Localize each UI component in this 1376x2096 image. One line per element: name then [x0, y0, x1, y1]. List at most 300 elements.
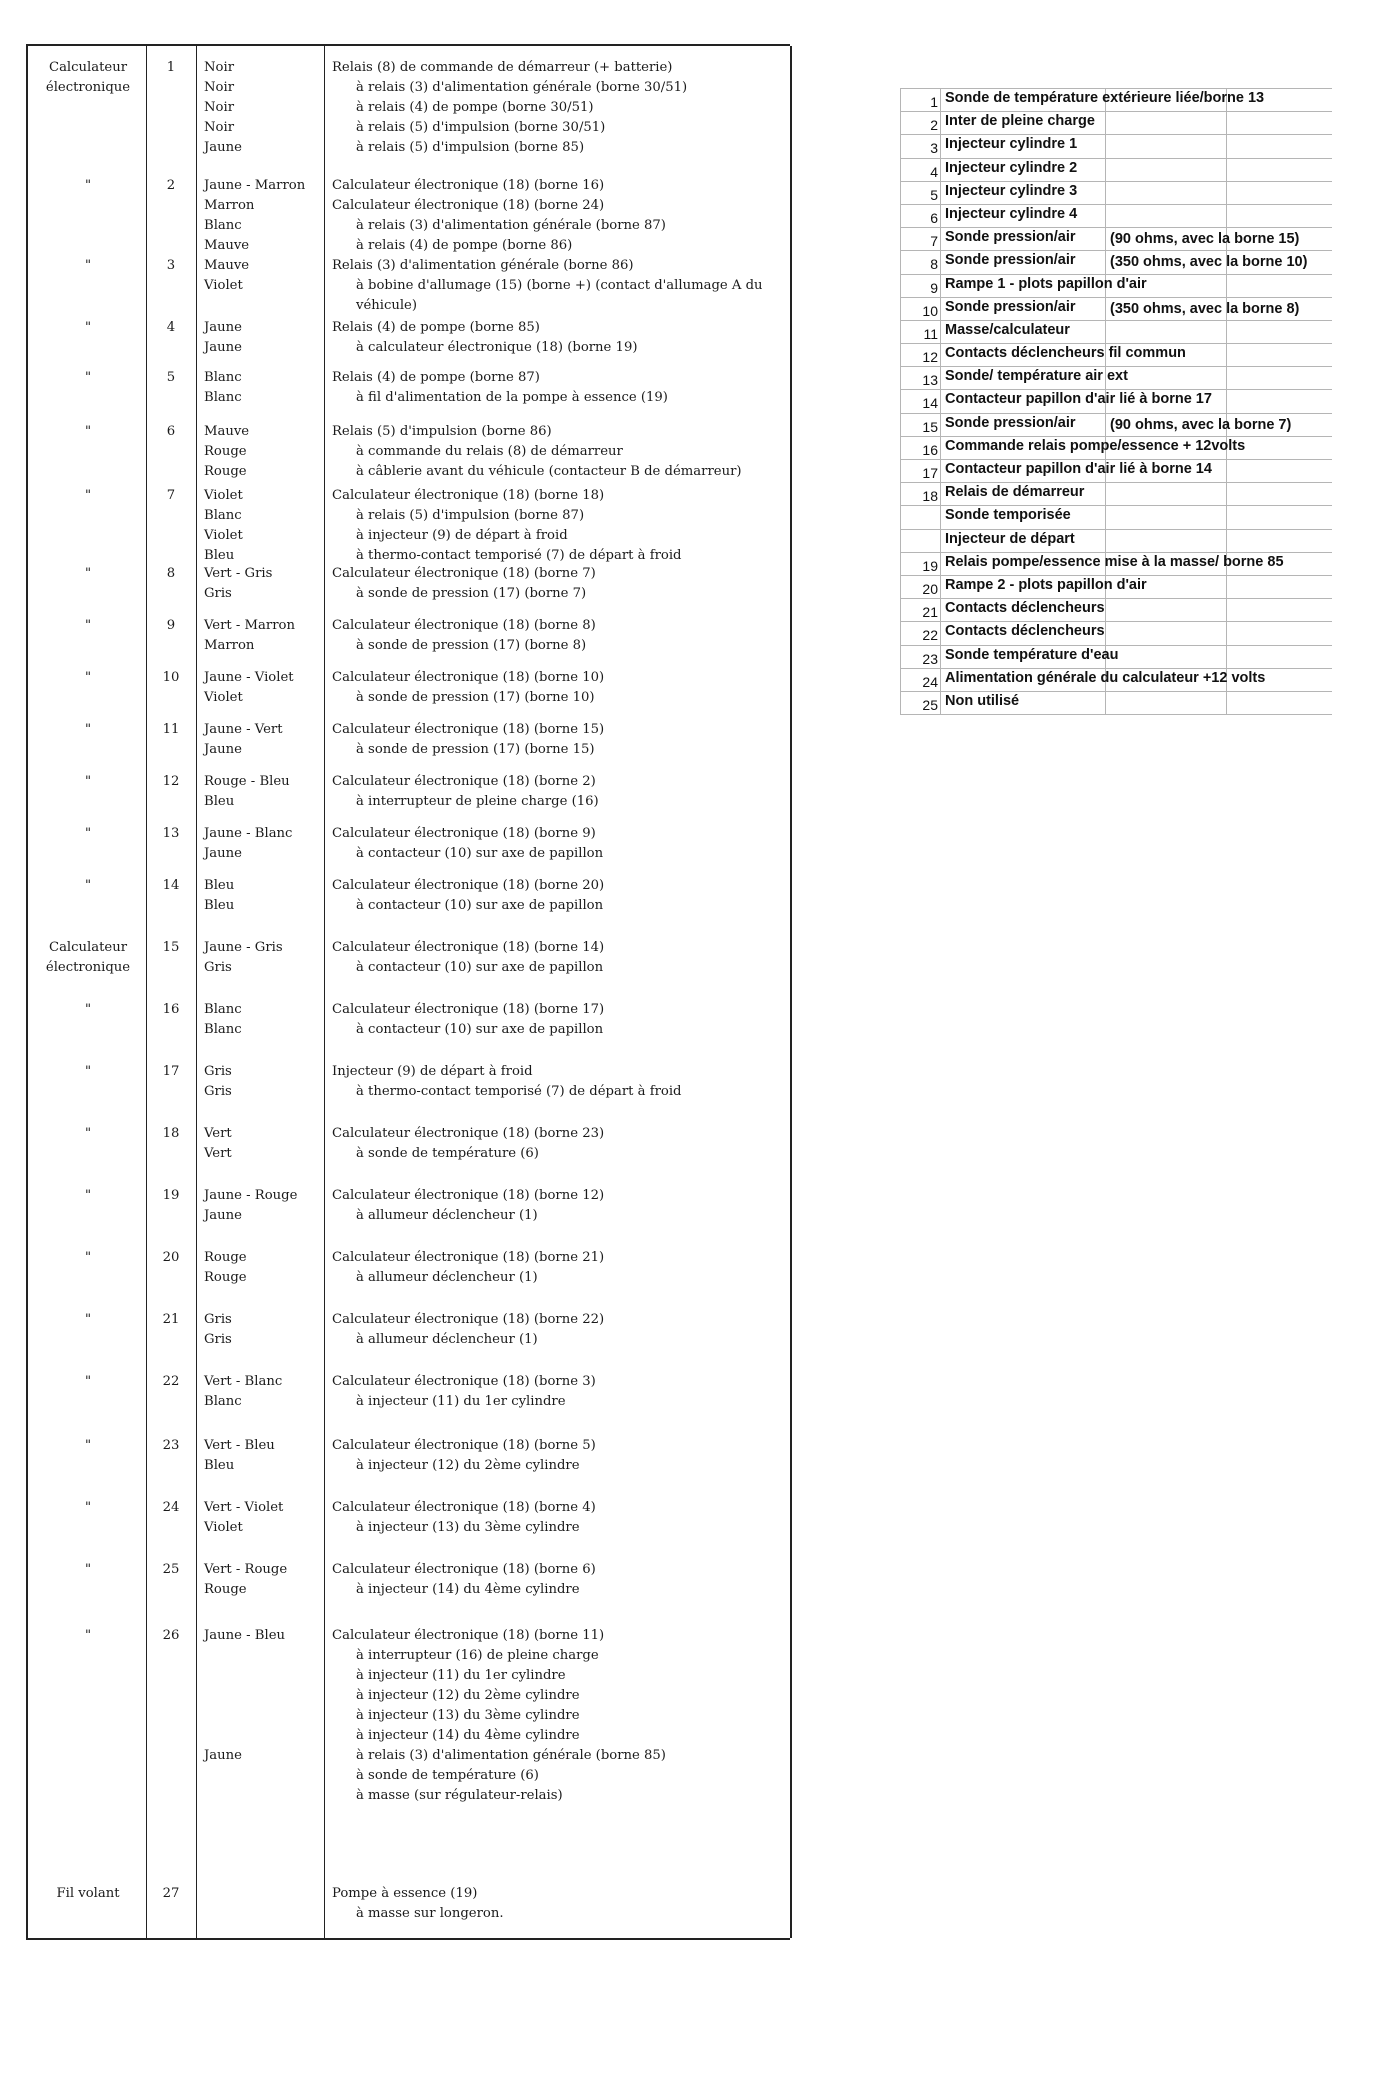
- grid-line: [940, 669, 941, 691]
- component-cell: [34, 176, 142, 196]
- component-cell: [34, 1124, 142, 1144]
- wire-color: Jaune - Marron: [204, 178, 306, 193]
- pin-label: Sonde température d'eau: [945, 646, 1119, 663]
- connection-cell: [332, 58, 788, 158]
- connection-cell: [332, 616, 788, 656]
- pin-note: (90 ohms, avec la borne 7): [1110, 416, 1292, 433]
- wire-color: Blanc: [204, 1022, 242, 1037]
- pin-label: Inter de pleine charge: [945, 113, 1095, 130]
- pin-number: 6: [930, 209, 938, 226]
- wire-number: 9: [166, 618, 176, 633]
- grid-line: [1105, 298, 1106, 320]
- wire-number: 11: [162, 722, 180, 737]
- grid-line: [1105, 622, 1106, 644]
- pin-number: 24: [922, 673, 938, 690]
- grid-line: [1226, 506, 1227, 528]
- connection-line: à contacteur (10) sur axe de papillon: [356, 1022, 604, 1037]
- pin-label: Relais de démarreur: [945, 484, 1085, 501]
- connection-line: à injecteur (14) du 4ème cylindre: [356, 1728, 580, 1743]
- wire-color-cell: [204, 772, 322, 812]
- connection-cell: [332, 368, 788, 408]
- grid-line: [1105, 483, 1106, 505]
- connection-cell: [332, 1884, 788, 1924]
- pin-row-end: [900, 714, 1332, 720]
- connection-line: à interrupteur de pleine charge (16): [356, 794, 599, 809]
- pin-label: Injecteur cylindre 2: [945, 159, 1078, 176]
- connection-line: Calculateur électronique (18) (borne 2): [332, 774, 596, 789]
- pin-number: 13: [922, 372, 938, 389]
- grid-line: [1105, 321, 1106, 343]
- connection-line: à sonde de pression (17) (borne 15): [356, 742, 595, 757]
- wire-color: Gris: [204, 960, 232, 975]
- pin-label: Sonde pression/air: [945, 298, 1076, 315]
- pin-number: 25: [922, 696, 938, 713]
- connection-line: Calculateur électronique (18) (borne 9): [332, 826, 596, 841]
- pin-label: Contacts déclencheurs fil commun: [945, 345, 1186, 362]
- grid-line: [1105, 506, 1106, 528]
- grid-line: [940, 622, 941, 644]
- wire-color-cell: [204, 668, 322, 708]
- wire-color-cell: [204, 176, 322, 256]
- wire-number: 6: [166, 424, 176, 439]
- wire-color: Blanc: [204, 370, 242, 385]
- grid-line: [940, 530, 941, 552]
- pin-number: 20: [922, 580, 938, 597]
- wire-color-cell: [204, 368, 322, 408]
- wire-color: Violet: [204, 528, 243, 543]
- grid-line: [940, 576, 941, 598]
- connection-cell: [332, 1062, 788, 1102]
- component-cell: [34, 772, 142, 792]
- connection-cell: [332, 1436, 788, 1476]
- wire-color-cell: [204, 422, 322, 482]
- connection-line: à calculateur électronique (18) (borne 19): [356, 340, 638, 355]
- component-cell: [34, 1560, 142, 1580]
- grid-line: [940, 275, 941, 297]
- grid-line: [940, 437, 941, 459]
- connection-line: Relais (3) d'alimentation générale (borne 86): [332, 258, 634, 273]
- pin-number: 10: [922, 302, 938, 319]
- connection-line: à interrupteur (16) de pleine charge: [356, 1648, 599, 1663]
- wire-number: 22: [162, 1374, 180, 1389]
- connection-cell: [332, 1310, 788, 1350]
- grid-line: [940, 483, 941, 505]
- wire-color: [204, 1646, 322, 1666]
- component-cell: [34, 1186, 142, 1206]
- component-cell: [34, 1436, 142, 1456]
- grid-line: [1226, 205, 1227, 227]
- connection-line: Calculateur électronique (18) (borne 8): [332, 618, 596, 633]
- pin-number: 1: [930, 94, 938, 110]
- wire-color: Jaune: [204, 140, 242, 155]
- connection-line: à sonde de température (6): [356, 1146, 539, 1161]
- connection-line: à injecteur (12) du 2ème cylindre: [356, 1458, 580, 1473]
- component-cell: [34, 1310, 142, 1330]
- grid-line: [900, 530, 901, 552]
- wire-number: 10: [162, 670, 180, 685]
- grid-line: [1226, 599, 1227, 621]
- pin-number: 2: [930, 117, 938, 134]
- pin-row: [900, 181, 1332, 204]
- pin-label: Sonde pression/air: [945, 229, 1076, 246]
- connection-cell: [332, 1626, 788, 1806]
- connection-line: à contacteur (10) sur axe de papillon: [356, 846, 604, 861]
- pin-row: [900, 297, 1332, 320]
- wire-number: 27: [162, 1886, 180, 1901]
- grid-line: [900, 506, 901, 528]
- connection-line: à injecteur (13) du 3ème cylindre: [356, 1520, 580, 1535]
- wire-color: Rouge: [204, 464, 247, 479]
- connection-line: Calculateur électronique (18) (borne 12): [332, 1188, 605, 1203]
- grid-line: [1226, 321, 1227, 343]
- wire-color: [204, 1686, 322, 1706]
- connection-cell: [332, 318, 788, 358]
- grid-line: [940, 135, 941, 157]
- connection-line: à relais (5) d'impulsion (borne 30/51): [356, 120, 606, 135]
- wire-color: Jaune - Blanc: [204, 826, 293, 841]
- pin-number: 17: [922, 465, 938, 481]
- wire-number: 16: [162, 1002, 180, 1017]
- pin-label: Contacts déclencheurs: [945, 623, 1105, 640]
- grid-line: [1226, 390, 1227, 412]
- wire-color: Gris: [204, 1312, 232, 1327]
- wire-color-cell: [204, 824, 322, 864]
- wire-color: Mauve: [204, 258, 250, 273]
- wire-color: Jaune - Rouge: [204, 1188, 298, 1203]
- wire-number: 4: [166, 320, 176, 335]
- wire-number: 7: [166, 488, 176, 503]
- connection-line: Calculateur électronique (18) (borne 10): [332, 670, 605, 685]
- connection-line: Relais (5) d'impulsion (borne 86): [332, 424, 552, 439]
- wire-color-cell: [204, 486, 322, 566]
- connection-cell: [332, 720, 788, 760]
- connection-line: Injecteur (9) de départ à froid: [332, 1064, 533, 1079]
- component-label: électronique: [45, 960, 131, 975]
- component-cell: [34, 256, 142, 276]
- grid-line: [940, 390, 941, 412]
- pin-note: (90 ohms, avec la borne 15): [1110, 231, 1300, 248]
- wire-color: Vert - Bleu: [204, 1438, 275, 1453]
- grid-line: [1105, 414, 1106, 436]
- wire-color-cell: [204, 256, 322, 296]
- wire-color: Jaune - Vert: [204, 722, 283, 737]
- grid-line: [1226, 275, 1227, 297]
- connection-line: à allumeur déclencheur (1): [356, 1332, 538, 1347]
- component-label: Calculateur: [48, 60, 128, 75]
- connection-line: à allumeur déclencheur (1): [356, 1208, 538, 1223]
- component-label: ": [84, 370, 92, 385]
- wire-color: Gris: [204, 1084, 232, 1099]
- pin-number: 9: [930, 279, 938, 296]
- wire-color-cell: [204, 876, 322, 916]
- connection-line: à sonde de pression (17) (borne 7): [356, 586, 587, 601]
- wire-color: Jaune: [204, 1748, 242, 1763]
- wire-color-cell: [204, 318, 322, 358]
- pin-number: 22: [922, 627, 938, 644]
- connection-line: à relais (5) d'impulsion (borne 87): [356, 508, 585, 523]
- pin-label: Sonde/ température air ext: [945, 368, 1128, 385]
- connection-cell: [332, 1124, 788, 1164]
- connection-line: Calculateur électronique (18) (borne 16): [332, 178, 605, 193]
- wire-number: 26: [162, 1628, 180, 1643]
- wire-number: 13: [162, 826, 180, 841]
- pin-row: [900, 482, 1332, 505]
- connection-cell: [332, 938, 788, 978]
- grid-line: [940, 367, 941, 389]
- wire-color: [204, 1706, 322, 1726]
- connection-line: à bobine d'allumage (15) (borne +) (contact d'allumage A du: [356, 278, 763, 293]
- pin-number: 3: [930, 140, 938, 157]
- grid-line: [1105, 205, 1106, 227]
- pin-number: 16: [922, 441, 938, 458]
- wire-color: Vert - Violet: [204, 1500, 284, 1515]
- wire-color: Violet: [204, 488, 243, 503]
- wire-color-cell: [204, 1186, 322, 1226]
- pin-number: 8: [930, 256, 938, 273]
- pin-row: [900, 691, 1332, 714]
- wire-color-cell: [204, 1124, 322, 1164]
- connection-line: à injecteur (11) du 1er cylindre: [356, 1668, 566, 1683]
- wire-color: Bleu: [204, 1458, 235, 1473]
- pin-row: [900, 366, 1332, 389]
- connection-line: à masse sur longeron.: [356, 1906, 504, 1921]
- grid-line: [940, 506, 941, 528]
- wire-color: Blanc: [204, 218, 242, 233]
- component-label: ": [84, 1064, 92, 1079]
- grid-line: [940, 692, 941, 714]
- grid-line: [1226, 483, 1227, 505]
- pin-number: 18: [922, 488, 938, 505]
- component-label: ": [84, 566, 92, 581]
- wire-color: Jaune: [204, 742, 242, 757]
- connection-cell: [332, 1560, 788, 1600]
- component-cell: [34, 368, 142, 388]
- pin-number: 23: [922, 650, 938, 667]
- grid-line: [940, 159, 941, 181]
- wire-color: Noir: [204, 60, 235, 75]
- grid-line: [940, 553, 941, 575]
- connection-line: Calculateur électronique (18) (borne 23): [332, 1126, 605, 1141]
- wire-color: Gris: [204, 1064, 232, 1079]
- wire-color: Marron: [204, 198, 255, 213]
- connection-cell: [332, 1000, 788, 1040]
- column-divider: [324, 46, 325, 1938]
- pin-number: 11: [923, 325, 938, 342]
- wire-number: 23: [162, 1438, 180, 1453]
- grid-line: [1105, 182, 1106, 204]
- connection-line: Calculateur électronique (18) (borne 4): [332, 1500, 596, 1515]
- pin-note: (350 ohms, avec la borne 8): [1110, 300, 1300, 317]
- component-cell: [34, 1000, 142, 1020]
- component-cell: [34, 616, 142, 636]
- grid-line: [1226, 135, 1227, 157]
- connection-cell: [332, 256, 788, 316]
- component-label: ": [84, 878, 92, 893]
- pin-row: [900, 134, 1332, 157]
- grid-line: [1226, 692, 1227, 714]
- grid-line: [1105, 692, 1106, 714]
- connection-line: Calculateur électronique (18) (borne 21): [332, 1250, 605, 1265]
- connection-line: Relais (8) de commande de démarreur (+ batterie): [332, 60, 673, 75]
- connection-line: Relais (4) de pompe (borne 85): [332, 320, 540, 335]
- wire-color-cell: [204, 938, 322, 978]
- wire-color: Bleu: [204, 794, 235, 809]
- wire-color: Violet: [204, 1520, 243, 1535]
- grid-line: [940, 112, 941, 134]
- wire-color-cell: [204, 1310, 322, 1350]
- wire-number: 19: [162, 1188, 180, 1203]
- grid-line: [1105, 159, 1106, 181]
- wire-color: Jaune: [204, 320, 242, 335]
- wire-number: 20: [162, 1250, 180, 1265]
- wire-color: Vert - Marron: [204, 618, 295, 633]
- grid-line: [940, 646, 941, 668]
- component-cell: [34, 1884, 142, 1904]
- component-label: ": [84, 670, 92, 685]
- component-cell: [34, 668, 142, 688]
- pin-note: (350 ohms, avec la borne 10): [1110, 254, 1308, 271]
- component-cell: [34, 1498, 142, 1518]
- component-cell: [34, 1248, 142, 1268]
- pin-label: Alimentation générale du calculateur +12 volts: [945, 669, 1266, 686]
- connection-line: à injecteur (9) de départ à froid: [356, 528, 568, 543]
- pin-row: [900, 227, 1332, 250]
- wire-number: 18: [162, 1126, 180, 1141]
- pin-label: Sonde temporisée: [945, 507, 1071, 524]
- pin-row: [900, 552, 1332, 575]
- wire-color: Noir: [204, 80, 235, 95]
- connection-line: Relais (4) de pompe (borne 87): [332, 370, 540, 385]
- wire-number: 2: [166, 178, 176, 193]
- grid-line: [1105, 530, 1106, 552]
- connection-cell: [332, 824, 788, 864]
- connection-line: Calculateur électronique (18) (borne 3): [332, 1374, 596, 1389]
- connection-line: Calculateur électronique (18) (borne 20): [332, 878, 605, 893]
- connection-cell: [332, 176, 788, 256]
- wiring-table: [26, 44, 790, 1940]
- grid-line: [1105, 251, 1106, 273]
- wire-number: 3: [166, 258, 176, 273]
- wire-color: Jaune - Violet: [204, 670, 294, 685]
- pin-number: 12: [922, 349, 938, 366]
- component-label: ": [84, 774, 92, 789]
- connection-line: à câblerie avant du véhicule (contacteur B de démarreur): [356, 464, 742, 479]
- wire-color: Noir: [204, 120, 235, 135]
- connection-line: à relais (3) d'alimentation générale (borne 85): [356, 1748, 666, 1763]
- grid-line: [1105, 135, 1106, 157]
- wire-color-cell: [204, 1248, 322, 1288]
- component-label: ": [84, 424, 92, 439]
- grid-line: [940, 89, 941, 111]
- connection-line: Calculateur électronique (18) (borne 15): [332, 722, 605, 737]
- wire-color: Gris: [204, 586, 232, 601]
- pin-label: Injecteur cylindre 1: [945, 136, 1078, 153]
- pin-label: Rampe 1 - plots papillon d'air: [945, 275, 1147, 292]
- connection-line: Calculateur électronique (18) (borne 24): [332, 198, 605, 213]
- connection-cell: [332, 1186, 788, 1226]
- pin-label: Injecteur cylindre 3: [945, 182, 1078, 199]
- wire-color: Jaune: [204, 846, 242, 861]
- pin-label: Rampe 2 - plots papillon d'air: [945, 576, 1147, 593]
- component-label: ": [84, 488, 92, 503]
- wire-number: 15: [162, 940, 180, 955]
- wire-color: Vert: [204, 1126, 232, 1141]
- wire-color: Jaune - Bleu: [204, 1628, 285, 1643]
- component-label: ": [84, 722, 92, 737]
- wire-color: Vert - Gris: [204, 566, 273, 581]
- pin-label: Contacteur papillon d'air lié à borne 14: [945, 461, 1212, 477]
- grid-line: [940, 599, 941, 621]
- component-cell: [34, 58, 142, 98]
- component-label: ": [84, 1188, 92, 1203]
- wire-color: Gris: [204, 1332, 232, 1347]
- wire-number: 21: [162, 1312, 180, 1327]
- connection-cell: [332, 422, 788, 482]
- grid-line: [1105, 228, 1106, 250]
- pin-row: [900, 343, 1332, 366]
- grid-line: [1226, 576, 1227, 598]
- wire-color: Rouge: [204, 1250, 247, 1265]
- connection-line: Calculateur électronique (18) (borne 17): [332, 1002, 605, 1017]
- component-label: ": [84, 178, 92, 193]
- grid-line: [940, 182, 941, 204]
- pin-label: Commande relais pompe/essence + 12volts: [945, 437, 1246, 454]
- component-label: ": [84, 1250, 92, 1265]
- wire-color: [204, 1666, 322, 1686]
- pin-row: [900, 645, 1332, 668]
- pin-row: [900, 459, 1332, 482]
- component-cell: [34, 1626, 142, 1646]
- wire-color: Mauve: [204, 238, 250, 253]
- pin-row: [900, 274, 1332, 297]
- connection-line: à sonde de température (6): [356, 1768, 539, 1783]
- pin-row: [900, 529, 1332, 552]
- connection-line: Calculateur électronique (18) (borne 22): [332, 1312, 605, 1327]
- connection-cell: [332, 1372, 788, 1412]
- pin-label: Relais pompe/essence mise à la masse/ borne 85: [945, 553, 1284, 570]
- wire-color-cell: [204, 1000, 322, 1040]
- grid-line: [940, 321, 941, 343]
- connection-line: à injecteur (14) du 4ème cylindre: [356, 1582, 580, 1597]
- wire-color: Jaune: [204, 340, 242, 355]
- column-divider: [790, 46, 792, 1938]
- component-label: ": [84, 1374, 92, 1389]
- wire-color-cell: [204, 720, 322, 760]
- connection-line: à thermo-contact temporisé (7) de départ à froid: [356, 1084, 682, 1099]
- component-cell: [34, 1372, 142, 1392]
- wire-color: Violet: [204, 690, 243, 705]
- connection-cell: [332, 668, 788, 708]
- wire-number: 14: [162, 878, 180, 893]
- connection-cell: [332, 772, 788, 812]
- pin-row: [900, 389, 1332, 412]
- grid-line: [1226, 622, 1227, 644]
- component-cell: [34, 422, 142, 442]
- component-label: ": [84, 1438, 92, 1453]
- connection-line: à allumeur déclencheur (1): [356, 1270, 538, 1285]
- connection-line: à thermo-contact temporisé (7) de départ à froid: [356, 548, 682, 563]
- wire-color: Vert - Rouge: [204, 1562, 288, 1577]
- connection-line: à commande du relais (8) de démarreur: [356, 444, 623, 459]
- pin-label: Sonde de température extérieure liée/borne 13: [945, 90, 1265, 106]
- component-label: ": [84, 1562, 92, 1577]
- grid-line: [1226, 182, 1227, 204]
- wire-color: Rouge: [204, 1270, 247, 1285]
- wire-color-cell: [204, 616, 322, 656]
- pin-label: Contacteur papillon d'air lié à borne 17: [945, 391, 1212, 408]
- wire-color: Bleu: [204, 548, 235, 563]
- pin-row: [900, 436, 1332, 459]
